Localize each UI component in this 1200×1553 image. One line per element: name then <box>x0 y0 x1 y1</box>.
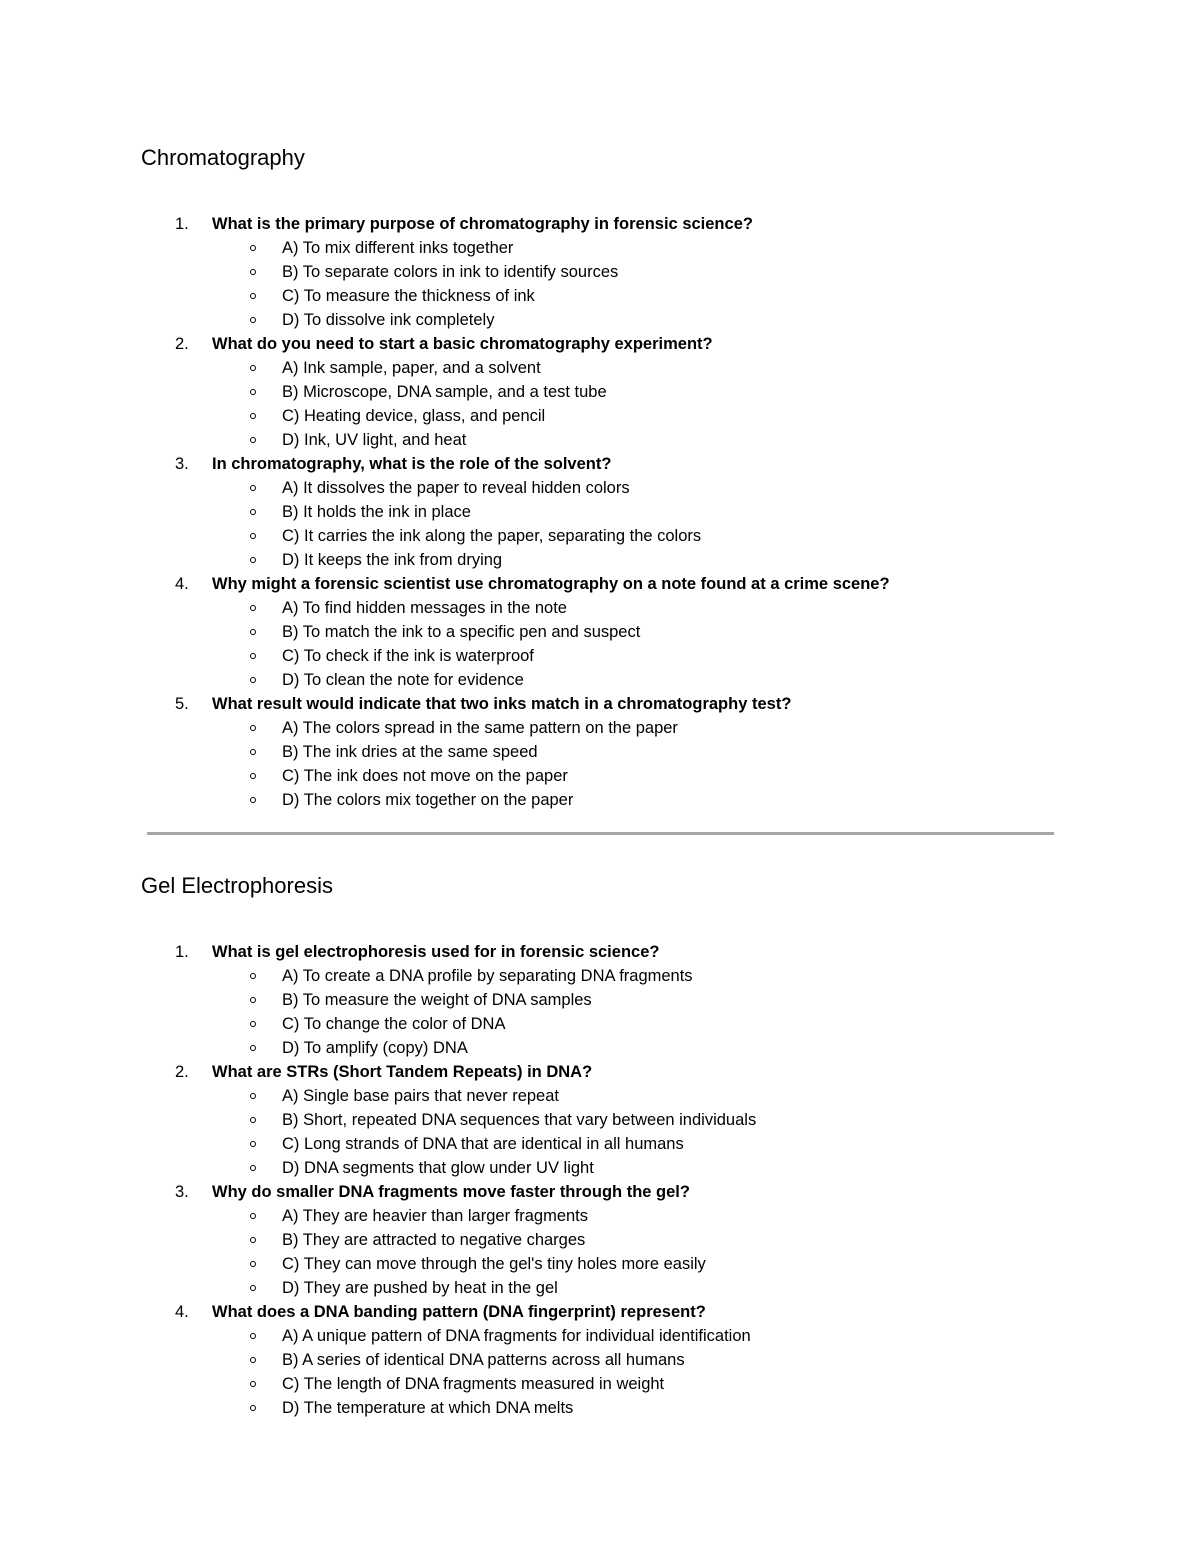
circle-bullet-icon <box>250 677 256 683</box>
answer-option-text: B) To measure the weight of DNA samples <box>282 991 592 1009</box>
question-row <box>141 452 1061 476</box>
circle-bullet-icon <box>250 533 256 539</box>
question-text: Why might a forensic scientist use chromatography on a note found at a crime scene? <box>212 575 890 593</box>
circle-bullet-icon <box>250 269 256 275</box>
question-number: 4. <box>175 575 189 593</box>
answer-option <box>141 988 1061 1012</box>
answer-option <box>141 284 1061 308</box>
question-number: 5. <box>175 695 189 713</box>
answer-option-text: A) It dissolves the paper to reveal hidden colors <box>282 479 630 497</box>
circle-bullet-icon <box>250 245 256 251</box>
answer-option-text: B) A series of identical DNA patterns across all humans <box>282 1351 685 1369</box>
circle-bullet-icon <box>250 653 256 659</box>
circle-bullet-icon <box>250 389 256 395</box>
answer-option-text: A) A unique pattern of DNA fragments for individual identification <box>282 1327 751 1345</box>
question-text: What result would indicate that two inks match in a chromatography test? <box>212 695 792 713</box>
answer-option-text: A) The colors spread in the same pattern on the paper <box>282 719 678 737</box>
circle-bullet-icon <box>250 365 256 371</box>
answer-option <box>141 260 1061 284</box>
question-item <box>141 1300 1061 1420</box>
answer-option-text: C) Heating device, glass, and pencil <box>282 407 546 425</box>
answer-option-text: D) Ink, UV light, and heat <box>282 431 467 449</box>
question-list <box>141 940 1061 1420</box>
question-number: 3. <box>175 455 189 473</box>
circle-bullet-icon <box>250 317 256 323</box>
answer-option-text: C) To measure the thickness of ink <box>282 287 535 305</box>
answer-option-text: D) To amplify (copy) DNA <box>282 1039 468 1057</box>
section-divider <box>147 832 1054 835</box>
question-text: What is the primary purpose of chromatography in forensic science? <box>212 215 753 233</box>
answer-option-text: C) Long strands of DNA that are identical in all humans <box>282 1135 684 1153</box>
question-item <box>141 572 1061 692</box>
answer-option <box>141 1348 1061 1372</box>
answer-option-text: A) They are heavier than larger fragments <box>282 1207 589 1225</box>
answer-option <box>141 476 1061 500</box>
circle-bullet-icon <box>250 1237 256 1243</box>
question-text: What are STRs (Short Tandem Repeats) in DNA? <box>212 1063 593 1081</box>
question-text: What is gel electrophoresis used for in forensic science? <box>212 943 660 961</box>
answer-option <box>141 716 1061 740</box>
answer-option <box>141 644 1061 668</box>
answer-option <box>141 236 1061 260</box>
answer-option <box>141 964 1061 988</box>
question-number: 2. <box>175 1063 189 1081</box>
answer-option <box>141 1036 1061 1060</box>
question-item <box>141 212 1061 332</box>
circle-bullet-icon <box>250 437 256 443</box>
circle-bullet-icon <box>250 1285 256 1291</box>
question-item <box>141 332 1061 452</box>
answer-option-text: A) To find hidden messages in the note <box>282 599 567 617</box>
answer-option <box>141 1324 1061 1348</box>
answer-option <box>141 356 1061 380</box>
question-number: 2. <box>175 335 189 353</box>
circle-bullet-icon <box>250 797 256 803</box>
circle-bullet-icon <box>250 997 256 1003</box>
circle-bullet-icon <box>250 1021 256 1027</box>
circle-bullet-icon <box>250 1261 256 1267</box>
circle-bullet-icon <box>250 557 256 563</box>
answer-option-text: B) It holds the ink in place <box>282 503 471 521</box>
answer-option-text: A) To mix different inks together <box>282 239 514 257</box>
question-list <box>141 212 1061 812</box>
answer-option-text: B) The ink dries at the same speed <box>282 743 538 761</box>
answer-option <box>141 620 1061 644</box>
answer-option-text: C) To change the color of DNA <box>282 1015 506 1033</box>
circle-bullet-icon <box>250 1165 256 1171</box>
answer-option <box>141 1396 1061 1420</box>
answer-option-text: D) To dissolve ink completely <box>282 311 495 329</box>
question-row <box>141 332 1061 356</box>
answer-option <box>141 1228 1061 1252</box>
question-row <box>141 940 1061 964</box>
answer-option <box>141 788 1061 812</box>
circle-bullet-icon <box>250 1405 256 1411</box>
answer-option <box>141 1084 1061 1108</box>
question-row <box>141 692 1061 716</box>
answer-option-text: C) The ink does not move on the paper <box>282 767 568 785</box>
answer-option <box>141 764 1061 788</box>
circle-bullet-icon <box>250 973 256 979</box>
circle-bullet-icon <box>250 1093 256 1099</box>
answer-option <box>141 668 1061 692</box>
question-item <box>141 940 1061 1060</box>
question-text: Why do smaller DNA fragments move faster through the gel? <box>212 1183 690 1201</box>
question-item <box>141 1060 1061 1180</box>
answer-option <box>141 1132 1061 1156</box>
question-row <box>141 1060 1061 1084</box>
circle-bullet-icon <box>250 1213 256 1219</box>
answer-option-text: B) They are attracted to negative charges <box>282 1231 586 1249</box>
question-item <box>141 1180 1061 1300</box>
answer-option-text: A) Ink sample, paper, and a solvent <box>282 359 541 377</box>
circle-bullet-icon <box>250 509 256 515</box>
answer-option <box>141 740 1061 764</box>
question-row <box>141 1180 1061 1204</box>
answer-option <box>141 500 1061 524</box>
circle-bullet-icon <box>250 485 256 491</box>
circle-bullet-icon <box>250 1045 256 1051</box>
answer-option-text: B) To separate colors in ink to identify sources <box>282 263 619 281</box>
question-row <box>141 572 1061 596</box>
answer-option-text: C) The length of DNA fragments measured in weight <box>282 1375 665 1393</box>
answer-option <box>141 428 1061 452</box>
answer-option-text: B) Short, repeated DNA sequences that vary between individuals <box>282 1111 757 1129</box>
question-text: What does a DNA banding pattern (DNA fingerprint) represent? <box>212 1303 706 1321</box>
answer-option <box>141 1156 1061 1180</box>
circle-bullet-icon <box>250 773 256 779</box>
circle-bullet-icon <box>250 629 256 635</box>
answer-option <box>141 1372 1061 1396</box>
circle-bullet-icon <box>250 1381 256 1387</box>
answer-option-text: B) To match the ink to a specific pen and suspect <box>282 623 641 641</box>
answer-option-text: D) The colors mix together on the paper <box>282 791 574 809</box>
answer-option-text: D) It keeps the ink from drying <box>282 551 503 569</box>
circle-bullet-icon <box>250 725 256 731</box>
answer-option <box>141 524 1061 548</box>
answer-option <box>141 1276 1061 1300</box>
answer-option-text: D) They are pushed by heat in the gel <box>282 1279 558 1297</box>
answer-option-text: D) To clean the note for evidence <box>282 671 524 689</box>
answer-option <box>141 1108 1061 1132</box>
question-text: What do you need to start a basic chromatography experiment? <box>212 335 713 353</box>
circle-bullet-icon <box>250 749 256 755</box>
section-title: Gel Electrophoresis <box>141 873 333 898</box>
question-row <box>141 1300 1061 1324</box>
answer-option-text: B) Microscope, DNA sample, and a test tube <box>282 383 607 401</box>
section-chromatography <box>141 144 1061 812</box>
answer-option <box>141 596 1061 620</box>
answer-option-text: D) DNA segments that glow under UV light <box>282 1159 594 1177</box>
answer-option <box>141 308 1061 332</box>
answer-option <box>141 404 1061 428</box>
question-number: 1. <box>175 215 189 233</box>
section-title: Chromatography <box>141 145 305 170</box>
answer-option-text: C) They can move through the gel's tiny holes more easily <box>282 1255 706 1273</box>
answer-option <box>141 1252 1061 1276</box>
answer-option-text: D) The temperature at which DNA melts <box>282 1399 574 1417</box>
answer-option-text: C) To check if the ink is waterproof <box>282 647 534 665</box>
circle-bullet-icon <box>250 1117 256 1123</box>
question-number: 3. <box>175 1183 189 1201</box>
question-row <box>141 212 1061 236</box>
question-text: In chromatography, what is the role of the solvent? <box>212 455 612 473</box>
circle-bullet-icon <box>250 293 256 299</box>
answer-option-text: C) It carries the ink along the paper, separating the colors <box>282 527 702 545</box>
question-number: 4. <box>175 1303 189 1321</box>
answer-option-text: A) To create a DNA profile by separating DNA fragments <box>282 967 693 985</box>
section-gel-electrophoresis <box>141 872 1061 1420</box>
answer-option <box>141 1204 1061 1228</box>
circle-bullet-icon <box>250 1357 256 1363</box>
circle-bullet-icon <box>250 605 256 611</box>
answer-option <box>141 548 1061 572</box>
circle-bullet-icon <box>250 413 256 419</box>
answer-option <box>141 1012 1061 1036</box>
answer-option <box>141 380 1061 404</box>
circle-bullet-icon <box>250 1333 256 1339</box>
question-item <box>141 452 1061 572</box>
circle-bullet-icon <box>250 1141 256 1147</box>
answer-option-text: A) Single base pairs that never repeat <box>282 1087 559 1105</box>
question-number: 1. <box>175 943 189 961</box>
question-item <box>141 692 1061 812</box>
